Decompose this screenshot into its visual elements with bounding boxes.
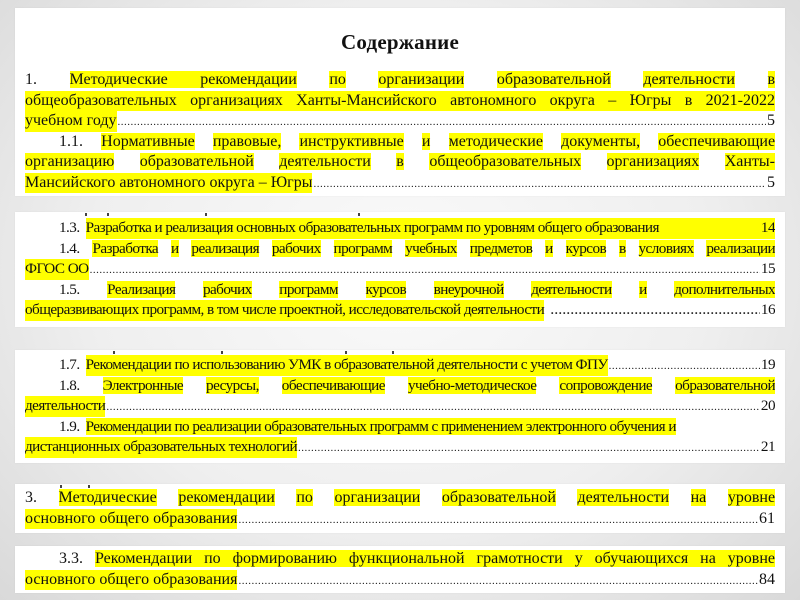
dot-leader — [90, 260, 760, 280]
toc-entry-1-line-3[interactable]: учебном году ..... 5 — [25, 111, 775, 132]
toc-entry-number: 1. — [25, 71, 37, 88]
page-number[interactable]: 21 — [760, 438, 775, 455]
dot-leader — [550, 300, 760, 321]
page-number[interactable]: 84 — [759, 570, 775, 588]
toc-panel-1 — [15, 8, 785, 196]
toc-entry-3-line-1[interactable]: 3. Методические рекомендации по организации образовательной деятельности на уровне — [25, 489, 775, 506]
toc-entry-1-8-line-2[interactable]: деятельности ..... 20 — [25, 396, 775, 417]
toc-panel-4 — [15, 484, 785, 533]
dot-leader — [313, 174, 766, 194]
toc-entry-1-5-line-2[interactable]: общеразвивающих программ, в том числе проектной, исследовательской деятельности ..... 16 — [25, 300, 775, 321]
toc-entry-1-3[interactable]: 1.3. Разработка и реализация основных образовательных программ по уровням общего образования 14 — [25, 218, 775, 239]
toc-entry-1-4-line-2[interactable]: ФГОС ОО ..... 15 — [25, 259, 775, 280]
toc-entry-1-9-line-2[interactable]: дистанционных образовательных технологий ..... 21 — [25, 437, 775, 458]
toc-panel-3 — [15, 350, 785, 463]
page-number[interactable]: 5 — [767, 173, 775, 191]
dot-leader — [238, 571, 758, 591]
dot-leader — [298, 438, 760, 458]
toc-entry-1-1-line-3[interactable]: Мансийского автономного округа – Югры ..... 5 — [25, 173, 775, 194]
toc-entry-number: 3. — [25, 489, 37, 506]
toc-entry-1-4-line-1[interactable]: 1.4. Разработка и реализация рабочих программ учебных предметов и курсов в условиях реализации — [59, 239, 775, 257]
toc-panel-2 — [15, 212, 785, 327]
page-number[interactable]: 14 — [761, 218, 775, 239]
toc-entry-1-line-2[interactable]: общеобразовательных организациях Ханты-Мансийского автономного округа – Югры в 2021-2022 — [25, 91, 775, 112]
page-number[interactable]: 15 — [760, 260, 775, 277]
page-number[interactable]: 16 — [760, 301, 775, 318]
page-number[interactable]: 5 — [767, 112, 775, 129]
toc-entry-number: 1.8. — [59, 376, 80, 394]
page-number[interactable]: 19 — [760, 356, 775, 373]
toc-entry-number: 1.1. — [59, 132, 83, 150]
toc-entry-1-8-line-1[interactable]: 1.8. Электронные ресурсы, обеспечивающие учебно-методическое сопровождение образовательной — [59, 376, 775, 394]
toc-entry-3-line-2[interactable]: основного общего образования ..... 61 — [25, 509, 775, 530]
page-title: Содержание — [341, 30, 459, 54]
toc-entry-number: 3.3. — [59, 550, 83, 567]
page-number[interactable]: 20 — [760, 397, 775, 414]
dot-leader — [106, 397, 760, 417]
toc-entry-1-5-line-1[interactable]: 1.5. Реализация рабочих программ курсов внеурочной деятельности и дополнительных — [59, 280, 775, 298]
toc-entry-1-line-1[interactable]: 1. Методические рекомендации по организации образовательной деятельности в — [25, 71, 775, 88]
toc-entry-1-7[interactable]: 1.7. Рекомендации по использованию УМК в образовательной деятельности с учетом ФПУ ..... 19 — [25, 355, 775, 376]
toc-entry-1-text-1: Методические — [70, 71, 201, 88]
toc-entry-number: 1.7. — [59, 356, 80, 373]
toc-panel-5 — [15, 546, 785, 593]
dot-leader — [238, 510, 758, 530]
toc-entry-1-1-line-1[interactable]: 1.1. Нормативные правовые, инструктивные и методические документы, обеспечивающие — [59, 132, 775, 150]
toc-entry-number: 1.4. — [59, 239, 80, 257]
dot-leader — [609, 356, 760, 376]
toc-entry-3-3-line-1[interactable]: 3.3. Рекомендации по формированию функциональной грамотности у обучающихся на уровне — [59, 550, 775, 567]
toc-entry-number: 1.9. — [59, 417, 80, 435]
toc-entry-3-3-line-2[interactable]: основного общего образования ..... 84 — [25, 570, 775, 591]
dot-leader — [118, 112, 766, 132]
toc-entry-1-1-line-2[interactable]: организацию образовательной деятельности в общеобразовательных организациях Ханты- — [25, 153, 775, 170]
page-number[interactable]: 61 — [759, 509, 775, 527]
toc-entry-number: 1.5. — [59, 280, 80, 298]
toc-entry-1-9-line-1[interactable]: 1.9. Рекомендации по реализации образовательных программ с применением электронного обучения и — [59, 417, 676, 435]
toc-entry-number: 1.3. — [59, 219, 80, 236]
